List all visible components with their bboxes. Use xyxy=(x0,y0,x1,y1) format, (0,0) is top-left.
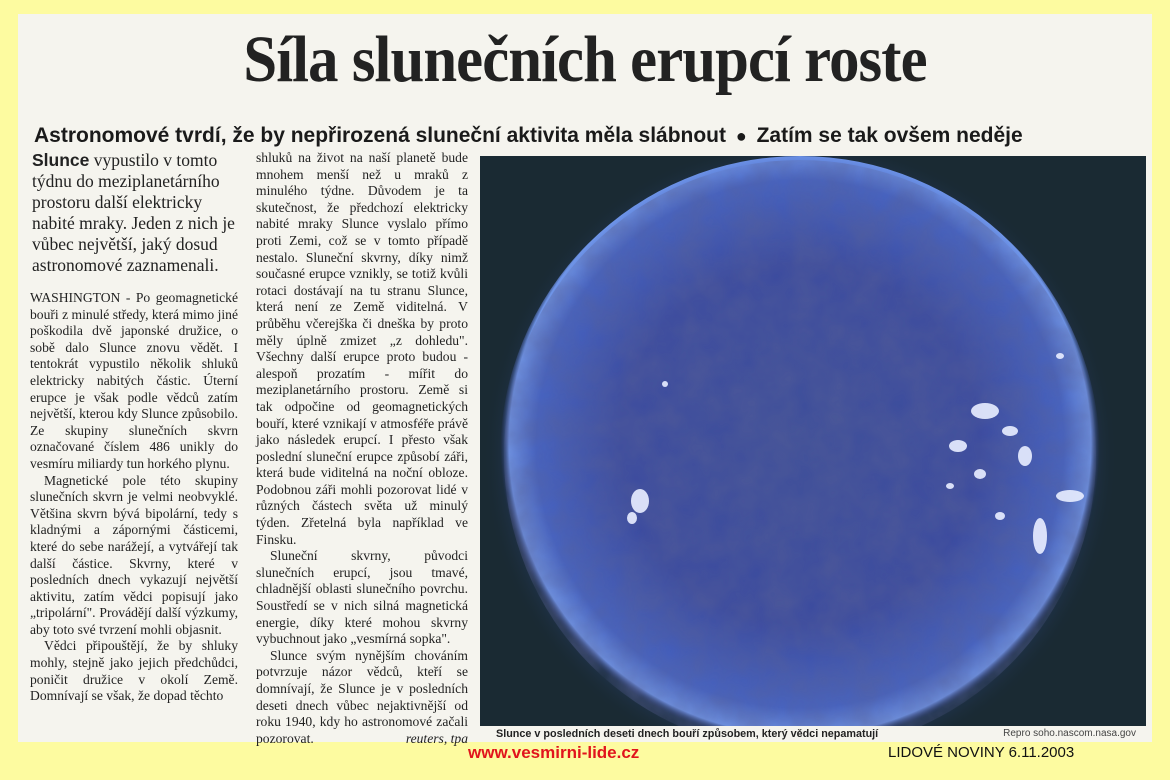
photo-caption: Slunce v posledních deseti dnech bouří způsobem, který vědci nepamatují xyxy=(496,728,879,740)
lead-paragraph xyxy=(30,150,238,276)
paragraph: WASHINGTON - Po geomagnetické bouři z minulé středy, která mimo jiné poškodila dvě japonské družice, o sobě dalo Slunce znovu vědět. I tentokrát vypustilo několik shluků elektricky nabitých částic. Úterní erupce je však podle vědců zatím největší, kterou kdy Slunce způsobilo. Ze skupiny slunečních skvrn označované číslem 486 unikly do vesmíru miliardy tun horkého plynu. xyxy=(30,290,238,471)
paragraph: Magnetické pole této skupiny slunečních skvrn je velmi neobvyklé. Většina skvrn bývá bipolární, tedy s kladnými a zápornými částicemi, které do sebe narážejí, a vytvářejí tak další částice. Skvrny, které v posledních dnech vykazují největší aktivitu, zatím vědci popisují jako „tripolární". Provádějí další výzkumy, aby toto své tvrzení mohli objasnit. xyxy=(30,472,238,637)
sun-photo xyxy=(480,156,1146,726)
article-column-1 xyxy=(30,150,238,705)
source-label: LIDOVÉ NOVINY 6.11.2003 xyxy=(888,744,1075,761)
website-link[interactable]: www.vesmirni-lide.cz xyxy=(468,743,640,762)
lead-bold: Slunce xyxy=(32,150,90,170)
subhead-part1: Astronomové tvrdí, že by nepřirozená sluneční aktivita měla slábnout xyxy=(34,124,727,147)
subhead-part2: Zatím se tak ovšem neděje xyxy=(756,124,1023,147)
paragraph xyxy=(256,648,468,748)
newspaper-clipping xyxy=(18,14,1152,746)
article-column-2 xyxy=(256,150,468,747)
paragraph-text: Slunce svým nynějším chováním potvrzuje názor vědců, kteří se domnívají, že Slunce je v posledních deseti dnech vůbec nejaktivnější od roku 1940, kdy ho astronomové začali pozorovat. xyxy=(256,647,468,746)
subheadline xyxy=(34,124,1144,148)
headline: Síla slunečních erupcí roste xyxy=(243,23,927,96)
sun-image xyxy=(480,156,1146,726)
paragraph: shluků na život na naší planetě bude mnohem menší než u mraků z minulého týdne. Důvodem je ta skutečnost, že předchozí elektricky nabité mraky Slunce vyslalo přímo proti Zemi, což se v tomto případě nestalo. Sluneční skvrny, díky nimž současné erupce vznikly, se totiž kvůli rotaci dostávají na tu stranu Slunce, která není ze Země viditelná. V průběhu včerejška či dneška by proto měly úplně zmizet „z dohledu". Všechny další erupce proto budou - alespoň prozatím - mířit do meziplanetárního prostoru. Země si tak odpočine od geomagnetických bouří, které vznikají v atmosféře právě jako následek erupcí. I přesto však poslední sluneční erupce způsobí záři, která bude viditelná na noční obloze. Podobnou záři mohli pozorovat lidé v různých částech světa už minulý týden. Zřetelná byla například ve Finsku. xyxy=(256,150,468,547)
bullet-icon: ● xyxy=(735,126,747,146)
paragraph: Vědci připouštějí, že by shluky mohly, stejně jako jejich předchůdci, poničit družice v okolí Země. Domnívají se však, že dopad těchto xyxy=(30,638,238,704)
photo-credit: Repro soho.nascom.nasa.gov xyxy=(1003,728,1136,739)
paragraph: Sluneční skvrny, původci slunečních erupcí, jsou tmavé, chladnější oblasti slunečního povrchu. Soustředí se v nich silná magnetická energie, díky které mohou skvrny vybuchnout jako „vesmírná sopka". xyxy=(256,548,468,647)
article-authors: reuters, tpa xyxy=(405,730,468,746)
lead-text: vypustilo v tomto týdnu do meziplanetárního prostoru další elektricky nabité mraky. Jeden z nich je vůbec největší, jaký dosud astronomové zaznamenali. xyxy=(32,150,235,275)
